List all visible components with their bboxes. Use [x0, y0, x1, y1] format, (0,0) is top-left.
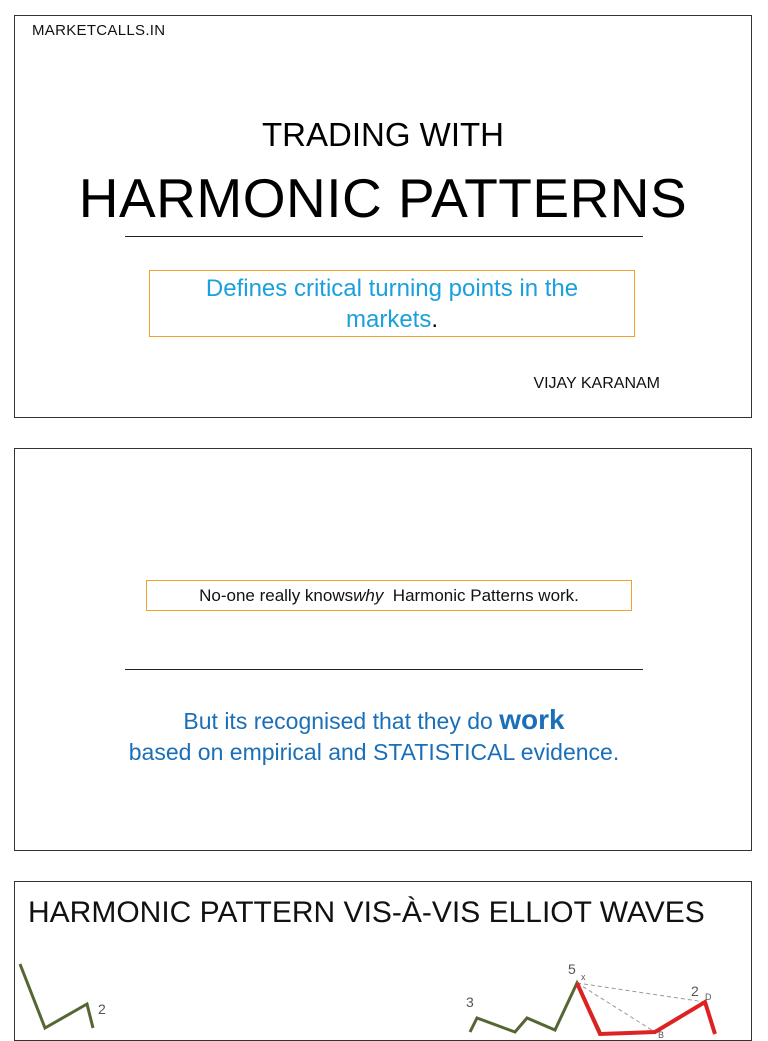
author-name: VIJAY KARANAM: [533, 375, 660, 392]
wave-label-left-2: 2: [98, 1001, 106, 1017]
tagline-text: Defines critical turning points in the markets: [205, 274, 579, 333]
title-slide: [14, 15, 752, 418]
quote-emphasis: why: [353, 585, 384, 605]
elliott-wave-line: [20, 964, 93, 1028]
quote-after: Harmonic Patterns work.: [383, 585, 579, 605]
title-line-1: TRADING WITH: [262, 116, 504, 153]
tagline-box: [149, 270, 635, 337]
wave-diagram: [15, 942, 752, 1041]
evidence-text: [115, 704, 633, 768]
brand-label: MARKETCALLS.IN: [32, 22, 166, 39]
dashed-line-1: [577, 983, 705, 1002]
wave-label-x: x: [581, 972, 586, 982]
tagline-period: .: [431, 305, 439, 333]
wave-label-b: B: [658, 1030, 665, 1040]
slide-divider: [125, 669, 643, 670]
quote-before: No-one really knows: [199, 585, 354, 605]
evidence-after: based on empirical and STATISTICAL evidence.: [128, 739, 620, 765]
title-line-2: HARMONIC PATTERNS: [78, 167, 688, 229]
wave-label-3: 3: [466, 994, 474, 1010]
evidence-before: But its recognised that they do: [183, 708, 500, 734]
quote-box: [146, 580, 632, 611]
evidence-work: work: [499, 704, 565, 735]
slide-title: HARMONIC PATTERN VIS-À-VIS ELLIOT WAVES: [28, 896, 705, 929]
wave-label-5: 5: [568, 961, 576, 977]
wave-label-d: D: [705, 992, 712, 1002]
elliot-wave-slide: [14, 881, 752, 1041]
wave-label-right-2: 2: [691, 983, 699, 999]
title-divider: [125, 236, 643, 237]
intro-slide: [14, 448, 752, 851]
